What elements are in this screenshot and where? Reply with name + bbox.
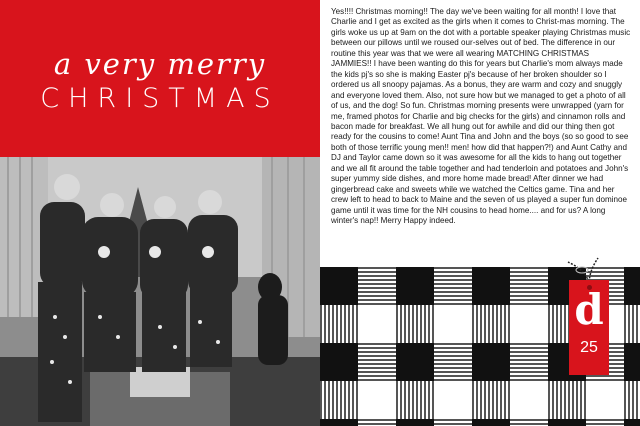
date-tag: [569, 280, 609, 375]
title-script-line: a very merry: [53, 47, 267, 81]
journal-text: Yes!!!! Christmas morning!! The day we've been waiting for all month! I love that Charlie and I get as excited as the girls when it comes to Christ-mas morning. The girls woke us up at 9am on the dot with a portable speaker playing Christmas music between our pillows until we roused our-selves out of bed. The difference in our routine this year was that we were all wearing MATCHING CHRISTMAS JAMMIES!! I have been wanting do this for years but Charlie's mom always made the kids pj's so she is making Easter pj's because of her broken shoulder so I ordered us all snoopy pajamas. As a bonus, they are warm and cozy and snuggly and everyone loved them. Also, not sure how but we managed to get a photo of all of us, and the dog! So fun. Christmas morning presents were unwrapped (yarn for me, framed photos for Charlie and big checks for the girls) and cinnamon rolls and bacon made for breakfast. We all hung out for awhile and did our thing then got ready for the cousins to come! Aunt Tina and John and the boys (so so good to see both of those terrific young men!! men! how did that happen?!) and Aunt Cathy and DJ and Taylor came down so it was awesome for all the kids to hang out together and we all fit around the table together and had tenderloin and potatoes and John's super yummy side dishes, and more home made bread! After dinner we had gingerbread cake and sweets while we watched the Celtics game. Tina and her crew left to head to back to Maine and the seven of us played a super fun dominoe game until it was time for the NH cousins to head home.... and for us? A long winter's nap!! Merry Happy indeed.: [331, 7, 631, 226]
family-photo: [0, 157, 320, 426]
family-photo-art: [0, 157, 320, 426]
date-tag-letter: d: [574, 285, 604, 334]
title-caps-line: CHRISTMAS: [40, 83, 280, 114]
date-tag-number: 25: [580, 339, 598, 356]
title-card: [0, 0, 320, 157]
